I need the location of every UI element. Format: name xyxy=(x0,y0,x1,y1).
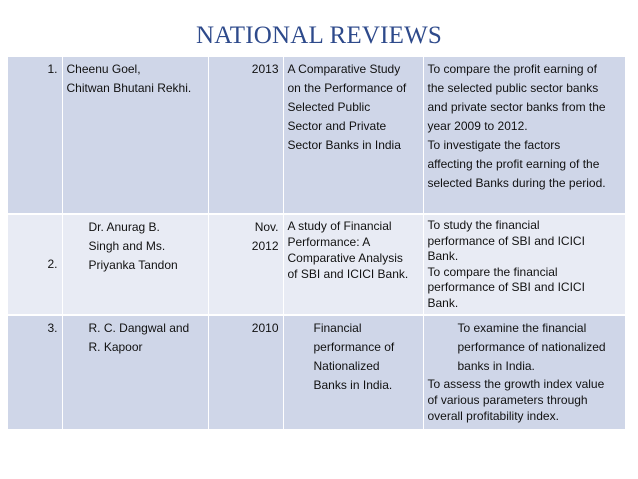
objective-line: To compare the profit earning of xyxy=(427,62,597,76)
study-cell xyxy=(283,57,423,214)
study-line: Banks in India. xyxy=(313,378,393,392)
table-row xyxy=(8,214,625,315)
authors-cell xyxy=(62,214,208,315)
author-line: Chitwan Bhutani Rekhi. xyxy=(66,81,192,95)
objectives-cell xyxy=(423,214,625,315)
objectives-cell xyxy=(423,315,625,429)
objective-line: To examine the financial xyxy=(457,321,587,335)
objective-line: selected Banks during the period. xyxy=(427,176,606,190)
table-row xyxy=(8,315,625,429)
objective-line: of various parameters through xyxy=(427,393,588,407)
study-line: on the Performance of xyxy=(287,81,407,95)
author-line: R. Kapoor xyxy=(88,340,143,354)
table-row xyxy=(8,57,625,214)
author-line: R. C. Dangwal and xyxy=(88,321,190,335)
objective-line: To assess the growth index value xyxy=(427,377,605,391)
year-cell xyxy=(208,315,283,429)
study-line: Performance: A xyxy=(287,235,371,249)
year-line: 2012 xyxy=(251,239,279,253)
row-number: 1. xyxy=(8,57,62,214)
row-number: 3. xyxy=(8,315,62,429)
objective-line: performance of SBI and ICICI xyxy=(427,233,585,248)
study-line: Comparative Analysis xyxy=(287,251,403,265)
study-line: Sector and Private xyxy=(287,119,387,133)
reviews-table xyxy=(8,57,625,429)
author-line: Cheenu Goel, xyxy=(66,62,141,76)
study-line: Nationalized xyxy=(313,359,380,373)
objective-line: To investigate the factors xyxy=(427,138,561,152)
year-cell xyxy=(208,214,283,315)
author-line: Dr. Anurag B. xyxy=(88,220,160,234)
objective-line: Bank. xyxy=(427,295,459,310)
page-title: NATIONAL REVIEWS xyxy=(196,22,442,49)
objective-line: the selected public sector banks xyxy=(427,81,599,95)
author-line: Singh and Ms. xyxy=(88,239,166,253)
authors-cell xyxy=(62,315,208,429)
objective-line: affecting the profit earning of the xyxy=(427,157,600,171)
objective-line: performance of SBI and ICICI xyxy=(427,280,585,294)
objective-line: To compare the financial xyxy=(427,264,558,279)
objective-line: overall profitability index. xyxy=(427,409,559,423)
objective-line: Bank. xyxy=(427,249,459,263)
year-line: 2010 xyxy=(251,321,279,335)
authors-cell xyxy=(62,57,208,214)
study-cell xyxy=(283,315,423,429)
study-line: A study of Financial xyxy=(287,219,392,233)
objective-line: performance of nationalized xyxy=(457,340,606,354)
study-line: Selected Public xyxy=(287,100,371,114)
study-line: Financial xyxy=(313,321,362,335)
author-line: Priyanka Tandon xyxy=(88,258,178,272)
objective-line: To study the financial xyxy=(427,218,540,232)
year-cell xyxy=(208,57,283,214)
objective-line: year 2009 to 2012. xyxy=(427,119,528,133)
objectives-cell xyxy=(423,57,625,214)
study-line: performance of xyxy=(313,340,395,354)
row-number: 2. xyxy=(8,214,62,315)
study-line: of SBI and ICICI Bank. xyxy=(287,267,409,281)
objective-line: banks in India. xyxy=(457,359,535,373)
year-line: Nov. xyxy=(254,220,279,234)
objective-line: and private sector banks from the xyxy=(427,100,606,114)
study-line: Sector Banks in India xyxy=(287,138,401,152)
study-line: A Comparative Study xyxy=(287,62,401,76)
study-cell xyxy=(283,214,423,315)
year-line: 2013 xyxy=(251,62,279,76)
